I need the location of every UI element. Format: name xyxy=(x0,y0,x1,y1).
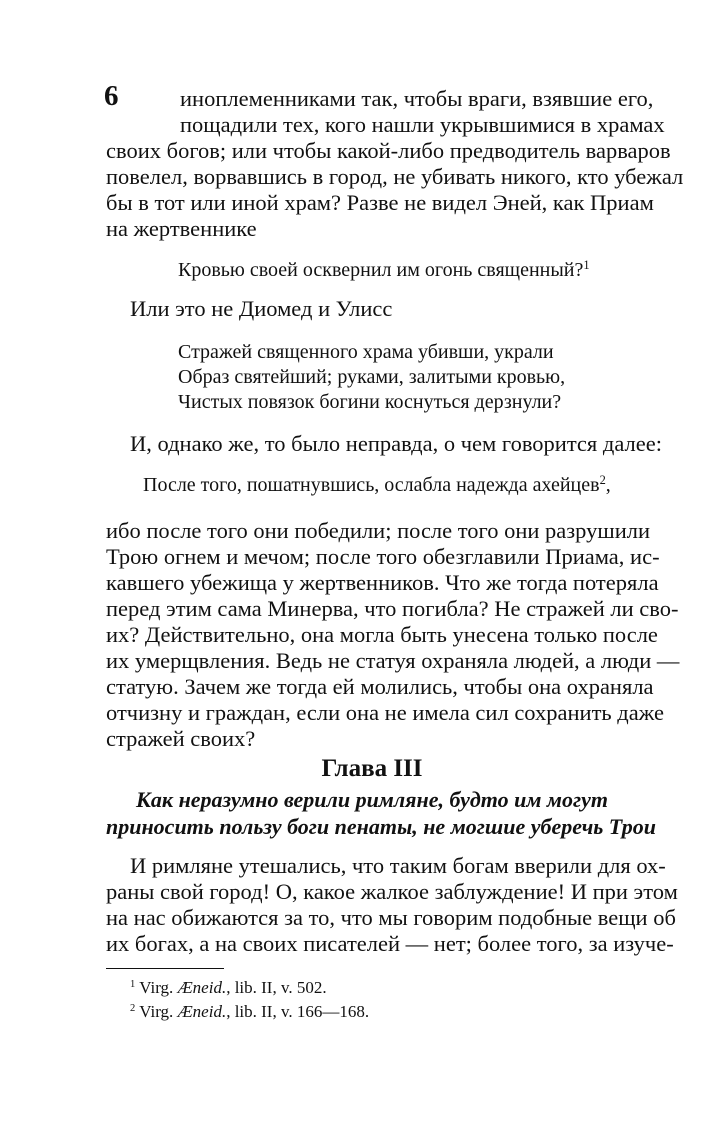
text-line: отчизну и граждан, если она не имела сил сохранить даже xyxy=(106,700,664,725)
footnote-ref-text: , lib. II, v. 502. xyxy=(226,978,327,997)
page-number: 6 xyxy=(104,80,119,112)
text-line: Трою огнем и мечом; после того обезглавили Приама, ис- xyxy=(106,544,660,569)
footnote-work: Æneid. xyxy=(177,1002,227,1021)
text-line: их? Действительно, она могла быть унесена только после xyxy=(106,622,658,647)
footnote-number: 2 xyxy=(130,1003,136,1015)
text-line: на нас обижаются за то, что мы говорим подобные вещи об xyxy=(106,905,676,930)
text-line: И римляне утешались, что таким богам вверили для ох- xyxy=(130,853,666,878)
verse-text: Кровью своей осквернил им огонь священный? xyxy=(178,259,584,281)
text-line: пощадили тех, кого нашли укрывшимися в храмах xyxy=(180,112,665,137)
verse-punct: , xyxy=(605,474,611,496)
text-line: своих богов; или чтобы какой-либо предводитель варваров xyxy=(106,138,671,163)
footnote-divider xyxy=(106,968,224,969)
footnote xyxy=(130,1001,369,1023)
verse-line: Стражей священного храма убивши, украли xyxy=(178,341,554,363)
text-line: иноплеменниками так, чтобы враги, взявшие его, xyxy=(180,86,654,111)
footnote-work: Æneid. xyxy=(177,978,227,997)
text-line: статую. Зачем же тогда ей молились, чтобы она охраняла xyxy=(106,674,654,699)
text-line: Или это не Диомед и Улисс xyxy=(130,296,393,321)
text-line: ибо после того они победили; после того они разрушили xyxy=(106,518,651,543)
text-line: их богах, а на своих писателей — нет; более того, за изуче- xyxy=(106,931,674,956)
footnote-author: Virg. xyxy=(139,1002,178,1021)
footnote-author: Virg. xyxy=(139,978,178,997)
verse-line: Образ святейший; руками, залитыми кровью, xyxy=(178,366,566,388)
text-line: раны свой город! О, какое жалкое заблуждение! И при этом xyxy=(106,879,678,904)
chapter-subtitle-line: приносить пользу боги пенаты, не могшие уберечь Трои xyxy=(106,814,656,839)
footnote xyxy=(130,977,327,999)
text-line: кавшего убежища у жертвенников. Что же тогда потеряла xyxy=(106,570,659,595)
footnote-ref-text: , lib. II, v. 166—168. xyxy=(226,1002,370,1021)
verse-text: После того, пошатнувшись, ослабла надежда ахейцев xyxy=(143,474,600,496)
text-line: И, однако же, то было неправда, о чем говорится далее: xyxy=(130,431,662,456)
footnote-number: 1 xyxy=(130,979,136,991)
footnote-ref: 2 xyxy=(599,473,606,488)
footnote-ref: 1 xyxy=(583,258,590,273)
text-line: перед этим сама Минерва, что погибла? Не стражей ли сво- xyxy=(106,596,679,621)
text-line: бы в тот или иной храм? Разве не видел Эней, как Приам xyxy=(106,190,654,215)
text-line: стражей своих? xyxy=(106,726,256,751)
chapter-title: Глава III xyxy=(321,755,423,782)
verse-line: Чистых повязок богини коснуться дерзнули? xyxy=(178,391,562,413)
text-line: их умерщвления. Ведь не статуя охраняла людей, а люди — xyxy=(106,648,680,673)
verse-quote xyxy=(143,472,611,498)
text-line: повелел, ворвавшись в город, не убивать никого, кто убежал xyxy=(106,164,684,189)
text-line: на жертвеннике xyxy=(106,216,257,241)
verse-quote xyxy=(178,257,590,283)
chapter-subtitle-line: Как неразумно верили римляне, будто им могут xyxy=(136,787,608,812)
